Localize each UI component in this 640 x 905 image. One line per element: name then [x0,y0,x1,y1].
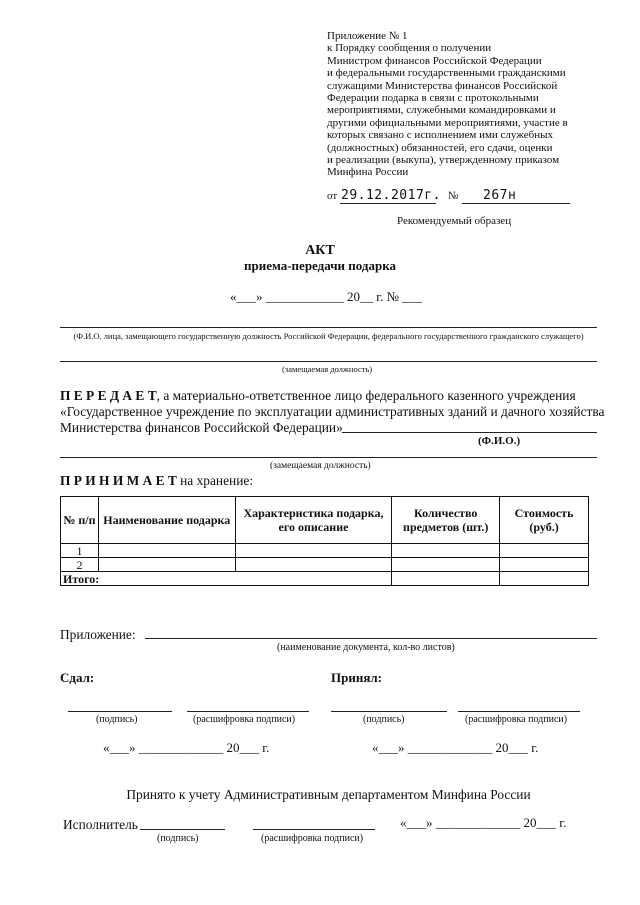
accept-line [60,473,253,489]
approval-line: и реализации (выкупа), утвержденному приказом [327,154,560,167]
attachment-caption: (наименование документа, кол-во листов) [277,642,455,653]
transfer-fio-caption: (Ф.И.О.) [478,435,521,447]
approval-line: Приложение № 1 [327,30,408,42]
handed-label: Сдал: [60,670,95,685]
table-header-row [61,497,589,544]
order-from-label: от [327,190,338,202]
order-date: 29.12.2017г. [341,188,441,203]
accept-word: П Р И Н И М А Е Т [60,473,177,488]
recommended-sample-label: Рекомендуемый образец [397,215,512,227]
accept-text: на хранение: [176,473,254,488]
row-cell [392,558,500,572]
registration-date-line: «___» _____________ 20___ г. [400,815,567,830]
received-decode-caption: (расшифровка подписи) [465,714,568,725]
approval-line: служащими Министерства финансов Российской [327,79,558,92]
order-number-label: № [448,190,459,202]
transfer-word: П Е Р Е Д А Е Т [60,388,157,403]
gift-table [60,496,589,586]
approval-line: Федерации подарка в связи с протокольными [327,92,539,105]
approval-line: к Порядку сообщения о получении [327,42,492,55]
handed-date-line: «___» _____________ 20___ г. [103,740,270,755]
act-title: АКТ [305,243,335,258]
row-cell [500,572,589,586]
act-date-number: «___» ____________ 20__ г. № ___ [230,289,422,304]
row-cell [392,544,500,558]
handed-sign-caption: (подпись) [96,714,138,725]
approval-line: мероприятиями, служебными командировками и [327,104,556,117]
received-date-line: «___» _____________ 20___ г. [372,740,539,755]
order-number: 267н [483,188,517,203]
table-row [61,544,589,558]
row-cell [500,558,589,572]
row-cell [98,558,235,572]
approval-block [327,30,597,179]
registration-text: Принято к учету Административным департаментом Минфина России [126,787,531,802]
registration-sign-caption: (подпись) [157,833,199,844]
approval-line: Министром финансов Российской Федерации [327,54,542,67]
executor-label: Исполнитель [63,817,138,832]
approval-line: и федеральными государственными гражданскими [327,67,566,80]
header-number: № п/п [61,497,99,544]
table-total-row [61,572,589,586]
handed-decode-caption: (расшифровка подписи) [193,714,296,725]
header-quantity: Количество предметов (шт.) [392,497,500,544]
position-caption: (замещаемая должность) [282,364,373,374]
total-label: Итого: [61,572,392,586]
approval-line: Минфина России [327,166,409,179]
approval-line: которых связано с исполнением ими служебных [327,129,553,142]
row-number: 1 [61,544,99,558]
row-cell [392,572,500,586]
transfer-line-3: Министерства финансов Российской Федерации» [60,420,343,435]
transfer-line-2: «Государственное учреждение по эксплуатации административных зданий и дачного хозяйства [60,404,605,419]
header-description: Характеристика подарка, его описание [235,497,392,544]
row-cell [235,544,392,558]
act-subtitle: приема-передачи подарка [243,258,396,273]
transfer-text-1: , а материально-ответственное лицо федерального казенного учреждения [156,388,576,403]
row-number: 2 [61,558,99,572]
row-cell [235,558,392,572]
header-name: Наименование подарка [98,497,235,544]
row-cell [500,544,589,558]
fio-caption: (Ф.И.О. лица, замещающего государственную должность Российской Федерации, федерального государственного гражданского служащего) [73,331,584,341]
approval-line: (должностных) обязанностей, его сдачи, оценки [327,141,553,154]
row-cell [98,544,235,558]
received-sign-caption: (подпись) [363,714,405,725]
registration-decode-caption: (расшифровка подписи) [261,833,364,844]
header-cost: Стоимость (руб.) [500,497,589,544]
received-label: Принял: [331,670,382,685]
transfer-line-1 [60,388,576,404]
approval-line: другими официальными мероприятиями, участие в [327,116,568,129]
transfer-position-caption: (замещаемая должность) [270,461,371,471]
table-row [61,558,589,572]
attachment-label: Приложение: [60,627,136,642]
